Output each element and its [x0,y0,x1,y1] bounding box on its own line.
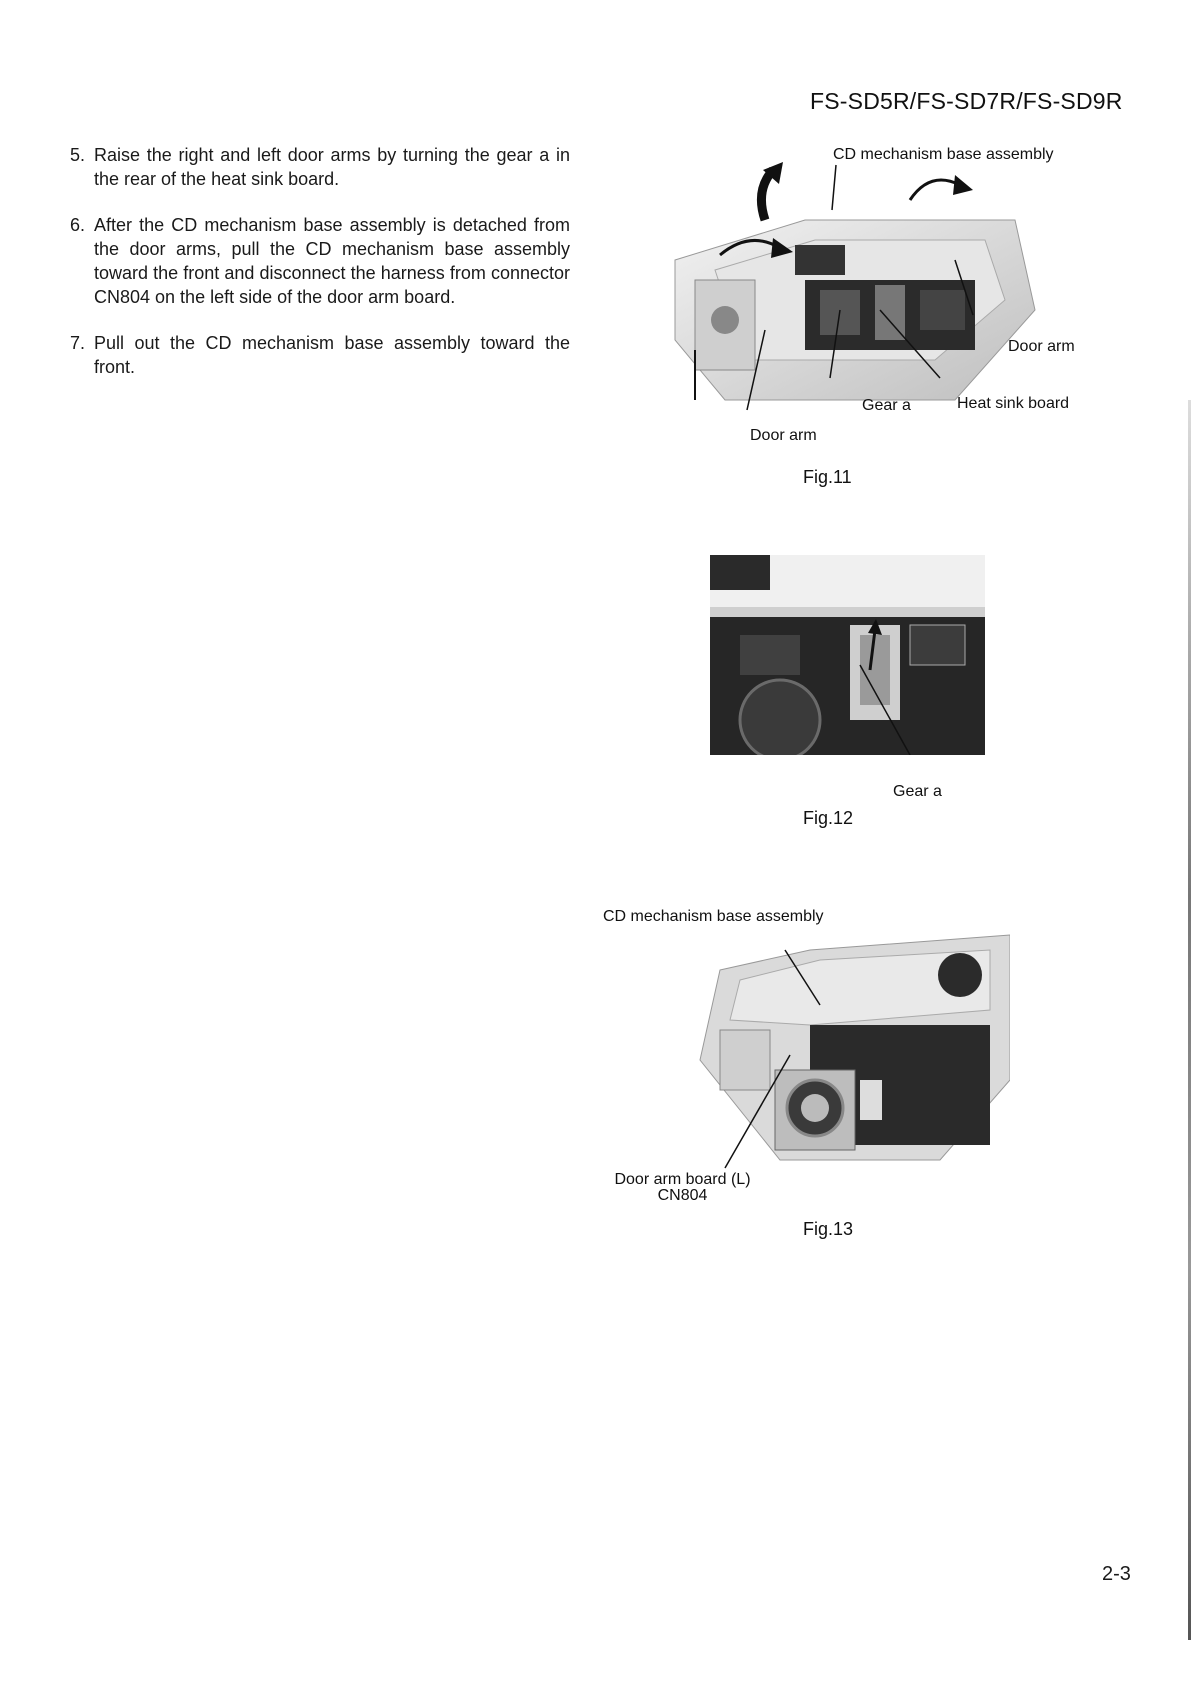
fig13-photo [690,930,1010,1180]
fig12-photo [710,555,985,755]
fig11-label-heat-sink: Heat sink board [957,395,1070,412]
fig11-photo [655,160,1045,420]
page-number: 2-3 [1102,1563,1131,1585]
step-number: 6. [70,215,86,235]
fig11-label-gear-a: Gear a [862,397,911,414]
fig11-caption: Fig.11 [803,467,852,487]
step-text: Pull out the CD mechanism base assembly toward the front. [94,333,570,377]
fig12-caption: Fig.12 [803,808,854,828]
step-number: 7. [70,333,86,353]
fig13-label-cd-base: CD mechanism base assembly [603,908,824,925]
step-7 [70,331,570,379]
step-6 [70,213,570,309]
door-arm-board-text: Door arm board (L) [614,1171,751,1188]
fig11-label-door-arm-right: Door arm [1008,338,1075,355]
fig11-label-door-arm-left: Door arm [750,427,817,444]
fig13-caption: Fig.13 [803,1219,854,1239]
step-5 [70,143,570,191]
step-number: 5. [70,145,86,165]
fig11-label-cd-base: CD mechanism base assembly [833,146,1054,163]
step-text: After the CD mechanism base assembly is detached from the door arms, pull the CD mechanism base assembly toward the front and disconnect the harness from connector CN804 on the left side of the door arm board. [94,215,570,307]
fig13-label-door-arm-board [605,1172,760,1204]
fig12-label-gear-a: Gear a [893,783,942,800]
document-model-header: FS-SD5R/FS-SD7R/FS-SD9R [810,88,1123,114]
cn804-text: CN804 [657,1187,708,1204]
procedure-steps [70,143,570,401]
step-text: Raise the right and left door arms by turning the gear a in the rear of the heat sink board. [94,145,570,189]
